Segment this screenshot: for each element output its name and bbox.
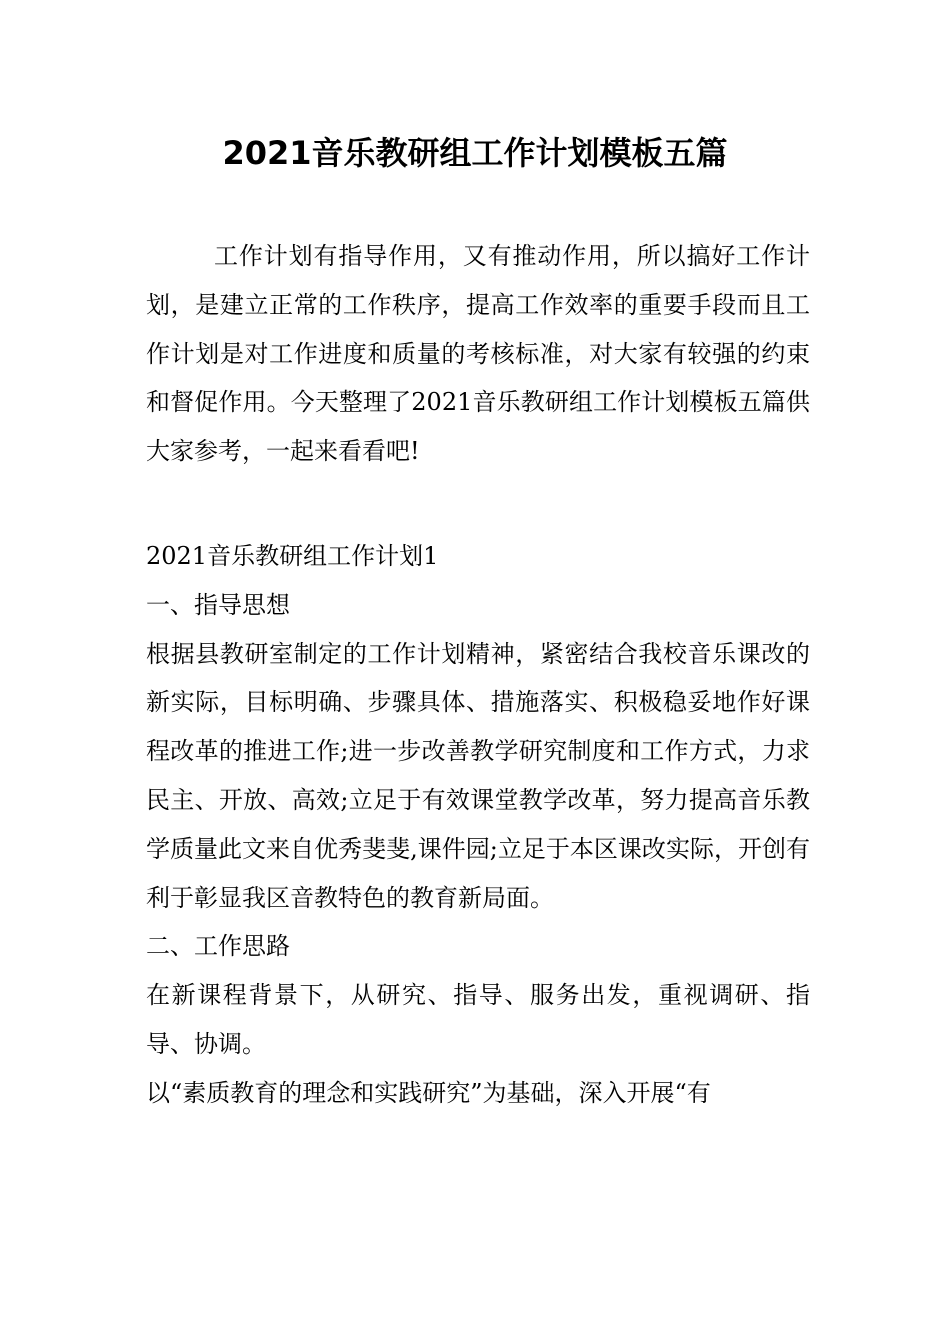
document-title: 2021音乐教研组工作计划模板五篇 xyxy=(222,134,728,172)
intro-paragraph: 工作计划有指导作用，又有推动作用，所以搞好工作计划，是建立正常的工作秩序，提高工作效率的重要手段而且工作计划是对工作进度和质量的考核标准，对大家有较强的约束和督促作用。今天整理了2021音乐教研组工作计划模板五篇供大家参考，一起来看看吧! xyxy=(146,242,810,466)
paragraph-quality-education: 以“素质教育的理念和实践研究”为基础，深入开展“有 xyxy=(146,1078,711,1107)
paragraph-work-approach: 在新课程背景下，从研究、指导、服务出发，重视调研、指导、协调。 xyxy=(146,981,810,1058)
paragraph-guiding-ideology: 根据县教研室制定的工作计划精神，紧密结合我校音乐课改的新实际，目标明确、步骤具体、措施落实、积极稳妥地作好课程改革的推进工作;进一步改善教学研究制度和工作方式，力求民主、开放、高效;立足于有效课堂教学改革，努力提高音乐教学质量此文来自优秀斐斐,课件园;立足于本区课改实际，开创有利于彰显我区音教特色的教育新局面。 xyxy=(146,639,810,912)
section-title: 2021音乐教研组工作计划1 xyxy=(146,542,439,570)
intro-block xyxy=(146,232,810,476)
heading-guiding-ideology: 一、指导思想 xyxy=(146,590,290,619)
plan-content xyxy=(146,532,810,1118)
heading-work-approach: 二、工作思路 xyxy=(146,932,290,961)
